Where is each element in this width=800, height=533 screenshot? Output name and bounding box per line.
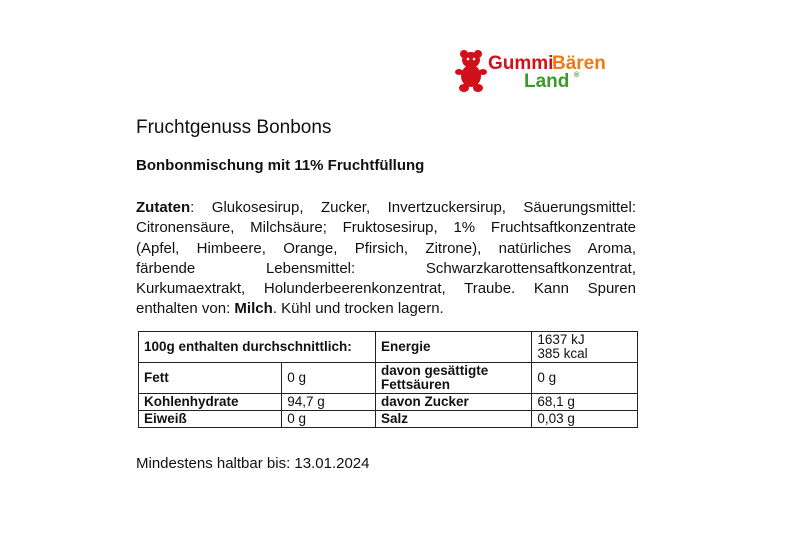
nutrient-label: Fett <box>139 363 282 394</box>
table-row <box>139 394 638 411</box>
product-title: Fruchtgenuss Bonbons <box>136 117 332 138</box>
nutrition-header-label: 100g enthalten durchschnittlich: <box>139 332 376 363</box>
ingredients-line: enthalten von: Milch. Kühl und trocken lagern. <box>136 300 444 318</box>
nutrient-value: 94,7 g <box>282 394 376 411</box>
nutrient-label: davon gesättigte Fettsäuren <box>375 363 531 394</box>
ingredients-line: färbende Lebensmittel: Schwarzkarottensaftkonzentrat, <box>136 259 636 277</box>
nutrition-header-row <box>139 332 638 363</box>
brand-logo <box>455 48 645 94</box>
ingredients-label: Zutaten <box>136 199 191 216</box>
nutrient-label: Salz <box>375 411 531 428</box>
nutrition-table <box>138 331 638 428</box>
nutrient-label: Eiweiß <box>139 411 282 428</box>
product-subtitle: Bonbonmischung mit 11% Fruchtfüllung <box>136 157 425 174</box>
ingredients-text <box>136 198 636 320</box>
energy-kcal: 385 kcal <box>537 346 588 361</box>
table-row <box>139 411 638 428</box>
registered-mark: ® <box>574 72 580 79</box>
gummy-bear-icon <box>455 48 487 94</box>
ingredients-line: Kurkumaextrakt, Holunderbeerenkonzentrat, Traube. Kann Spuren <box>136 280 636 298</box>
nutrient-value: 68,1 g <box>532 394 638 411</box>
energy-label: Energie <box>375 332 531 363</box>
nutrient-label: Kohlenhydrate <box>139 394 282 411</box>
nutrient-value: 0 g <box>532 363 638 394</box>
logo-word-baeren: Bären <box>552 53 606 74</box>
allergen-milch: Milch <box>234 300 273 318</box>
ingredients-line: Zutaten: Glukosesirup, Zucker, Invertzuckersirup, Säuerungsmittel: <box>136 199 636 216</box>
energy-value <box>532 332 638 363</box>
energy-kj: 1637 kJ <box>537 332 585 347</box>
best-before-date: Mindestens haltbar bis: 13.01.2024 <box>136 455 370 472</box>
ingredients-line: (Apfel, Himbeere, Orange, Pfirsich, Zitrone), natürliches Aroma, <box>136 239 636 257</box>
ingredients-line: Citronensäure, Milchsäure; Fruktosesirup, 1% Fruchtsaftkonzentrate <box>136 219 636 237</box>
nutrient-value: 0,03 g <box>532 411 638 428</box>
table-row <box>139 363 638 394</box>
logo-word-gummi: Gummi <box>488 53 554 74</box>
nutrient-label: davon Zucker <box>375 394 531 411</box>
logo-word-land: Land <box>524 71 570 92</box>
nutrient-value: 0 g <box>282 411 376 428</box>
nutrient-value: 0 g <box>282 363 376 394</box>
